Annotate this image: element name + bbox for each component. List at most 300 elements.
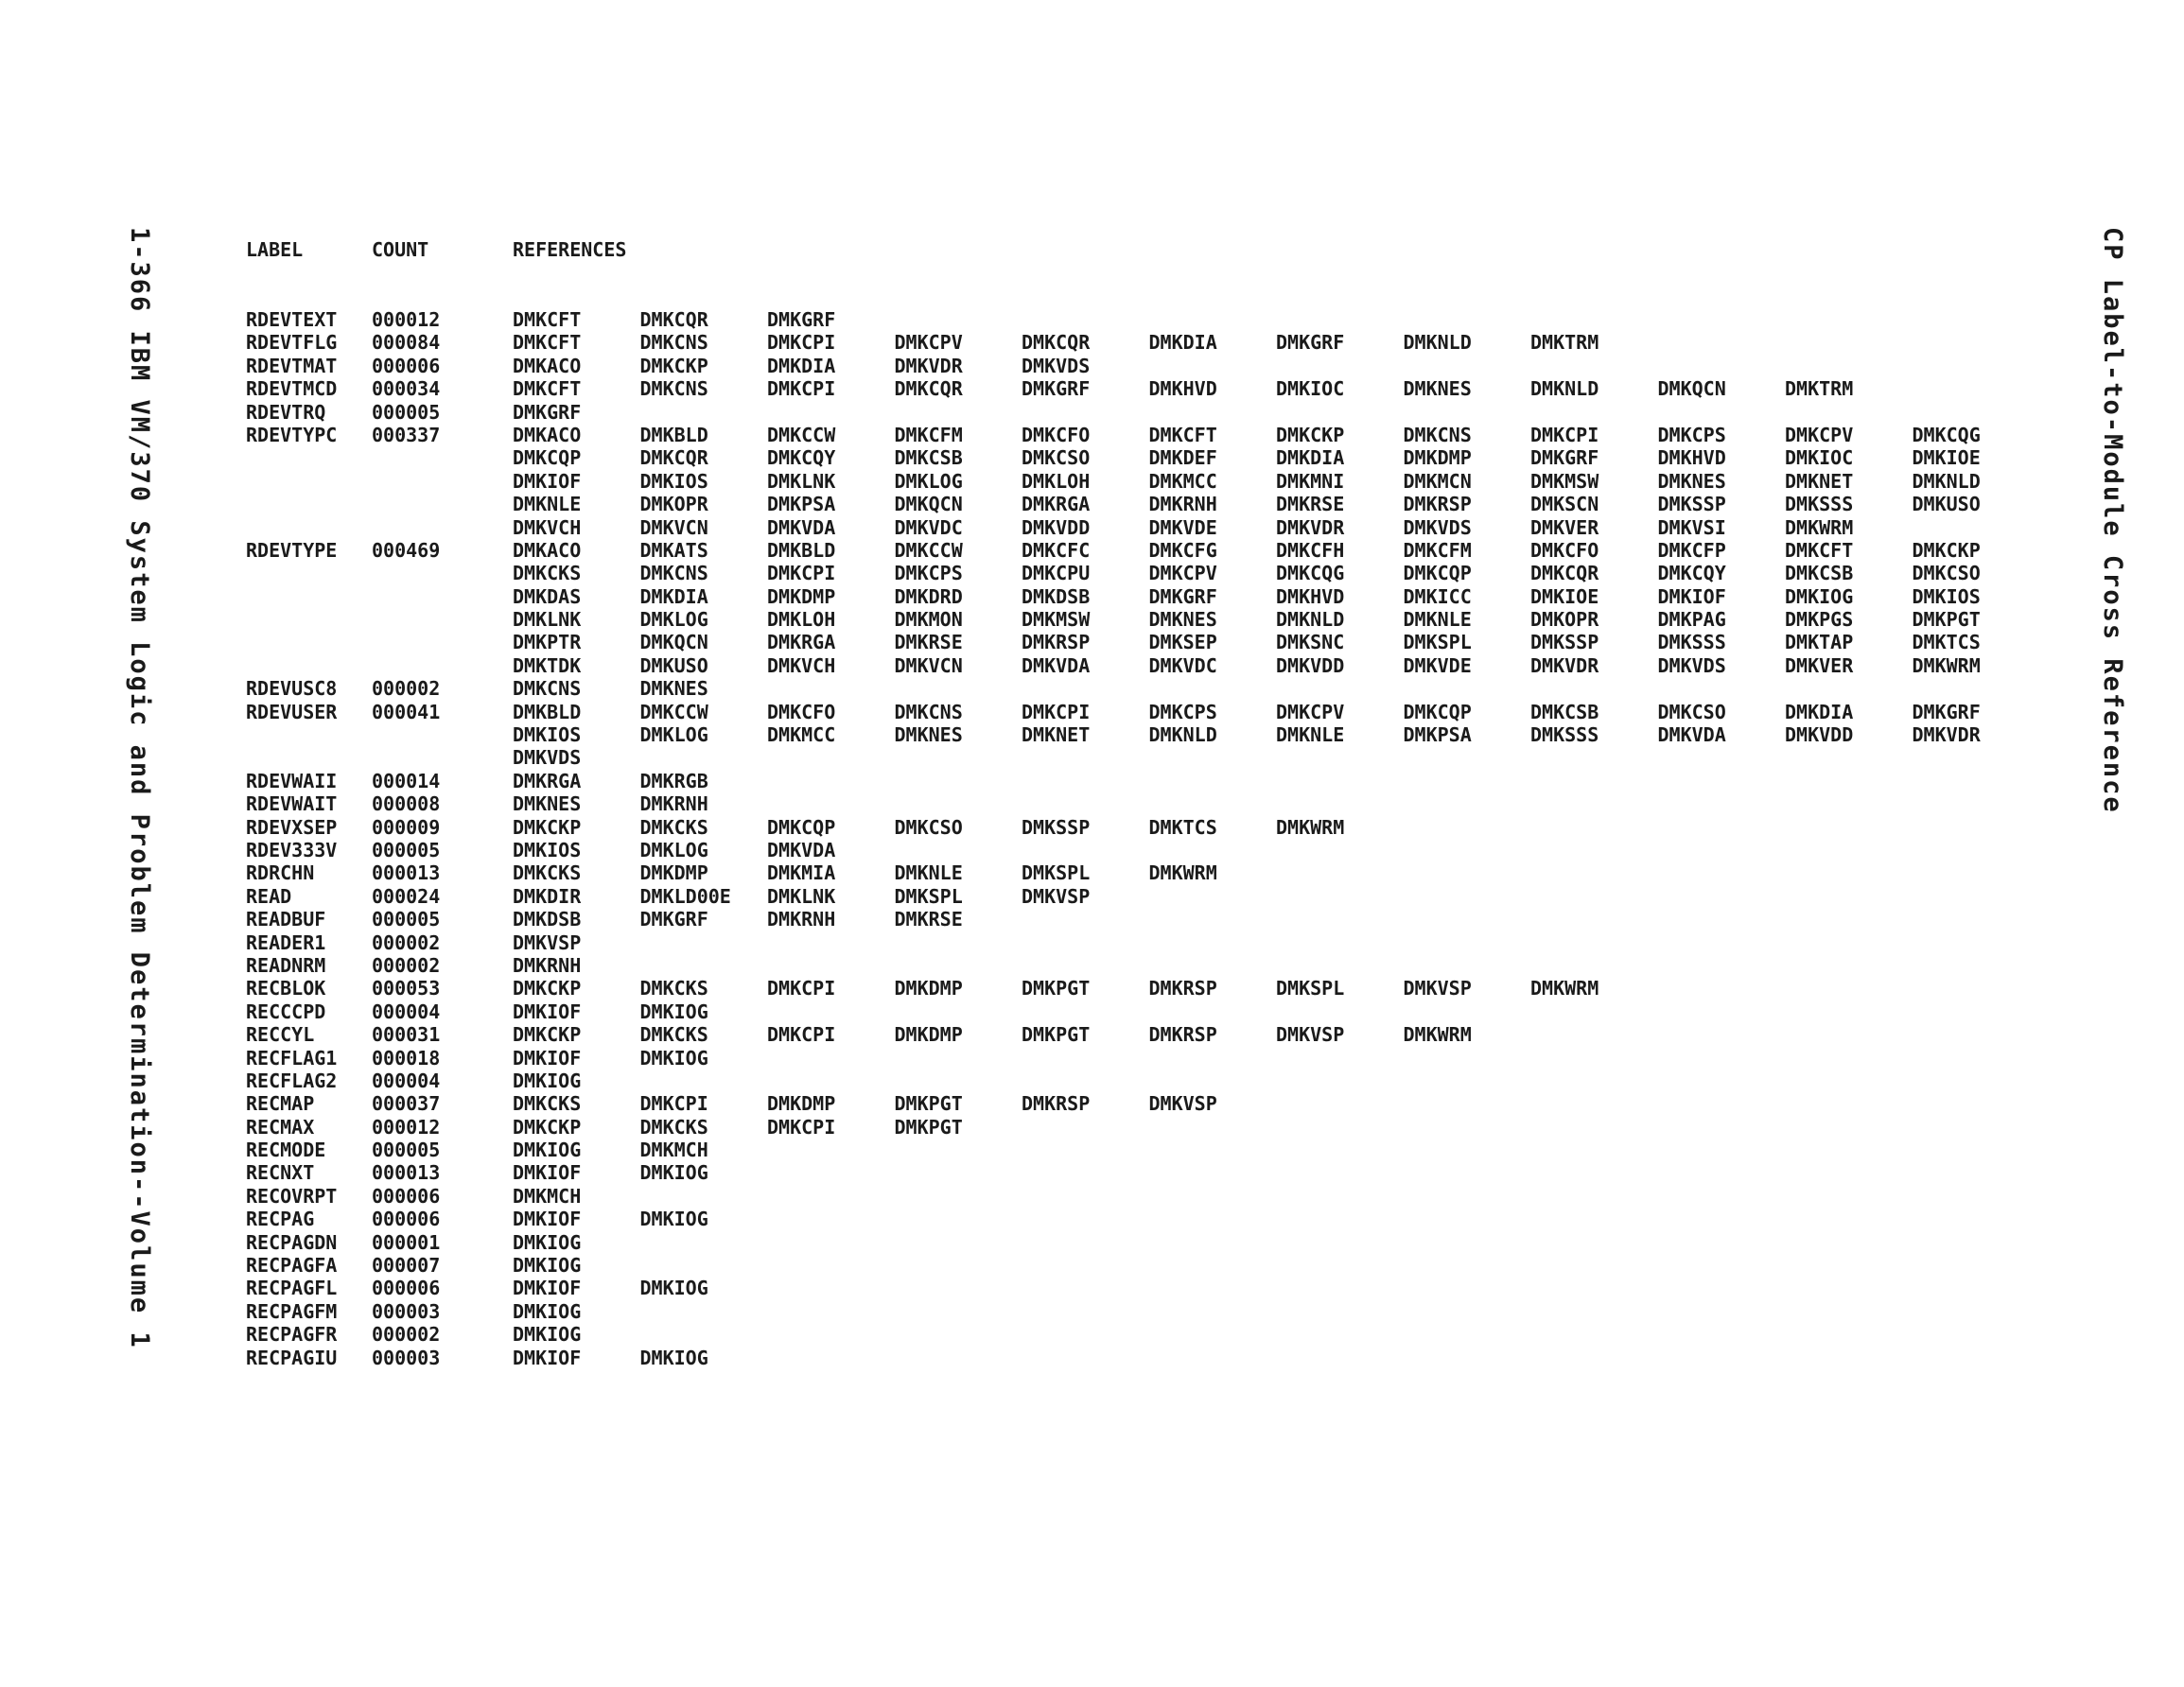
module-reference: DMKCCW [767,423,836,446]
row-label: RDEVTFLG [246,331,338,355]
row-label: RECBLOK [246,977,326,1000]
module-reference: DMKCPV [1276,700,1345,723]
row-count: 000024 [372,884,441,908]
module-reference: DMKVDD [1785,723,1854,747]
module-reference: DMKDMP [639,861,708,885]
module-reference: DMKUSO [1912,493,1981,516]
row-label: RDEVUSC8 [246,677,338,701]
module-reference: DMKCFT [1785,538,1854,562]
row-count: 000037 [372,1092,441,1116]
module-reference: DMKCKS [513,1092,582,1116]
module-reference: DMKCPI [767,562,836,585]
module-reference: DMKGRF [1530,446,1599,470]
module-reference: DMKCPI [767,977,836,1000]
module-reference: DMKCSO [1912,562,1981,585]
module-reference: DMKIOF [513,1000,582,1023]
module-reference: DMKVDR [894,354,963,377]
module-reference: DMKRNH [767,908,836,931]
module-reference: DMKBLD [767,538,836,562]
module-reference: DMKLNK [767,469,836,493]
module-reference: DMKVDE [1148,515,1217,539]
module-reference: DMKCCW [894,538,963,562]
module-reference: DMKMSW [1022,608,1091,632]
module-reference: DMKIOG [513,1323,582,1347]
module-reference: DMKVDD [1022,515,1091,539]
module-reference: DMKPGT [1912,608,1981,632]
row-label: RECOVRPT [246,1184,338,1208]
module-reference: DMKDEF [1148,446,1217,470]
module-reference: DMKDMP [767,584,836,608]
row-label: RECFLAG1 [246,1046,338,1070]
module-reference: DMKATS [639,538,708,562]
module-reference: DMKIOF [513,1161,582,1185]
row-label: RECNXT [246,1161,315,1185]
row-count: 000004 [372,1000,441,1023]
module-reference: DMKNES [639,677,708,701]
row-count: 000018 [372,1046,441,1070]
module-reference: DMKCFT [513,331,582,355]
module-reference: DMKCQR [1530,562,1599,585]
module-reference: DMKCKP [513,1115,582,1139]
module-reference: DMKCPI [767,377,836,401]
module-reference: DMKTRM [1785,377,1854,401]
row-label: RECPAGFL [246,1277,338,1300]
module-reference: DMKCPS [1657,423,1726,446]
module-reference: DMKTDK [513,653,582,677]
module-reference: DMKMIA [767,861,836,885]
module-reference: DMKSSS [1785,493,1854,516]
module-reference: DMKIOG [639,1000,708,1023]
row-count: 000003 [372,1299,441,1323]
module-reference: DMKQCN [1657,377,1726,401]
module-reference: DMKDMP [894,1023,963,1047]
row-label: RECPAGFM [246,1299,338,1323]
module-reference: DMKBLD [639,423,708,446]
module-reference: DMKRSE [894,631,963,654]
module-reference: DMKVDS [1657,653,1726,677]
module-reference: DMKCSB [894,446,963,470]
module-reference: DMKNES [1657,469,1726,493]
row-count: 000013 [372,861,441,885]
module-reference: DMKIOE [1530,584,1599,608]
module-reference: DMKCPI [767,331,836,355]
module-reference: DMKVSI [1657,515,1726,539]
module-reference: DMKIOC [1785,446,1854,470]
row-label: RDEVTMAT [246,354,338,377]
module-reference: DMKLNK [767,884,836,908]
module-reference: DMKRSP [1022,1092,1091,1116]
row-label: RECPAGFA [246,1254,338,1278]
module-reference: DMKIOG [1785,584,1854,608]
module-reference: DMKCQP [1403,562,1472,585]
module-reference: DMKRGB [639,769,708,792]
module-reference: DMKIOE [1912,446,1981,470]
module-reference: DMKCKS [639,1023,708,1047]
module-reference: DMKVDR [1530,653,1599,677]
module-reference: DMKNLD [1530,377,1599,401]
module-reference: DMKVCN [894,653,963,677]
module-reference: DMKDIA [767,354,836,377]
row-count: 000009 [372,815,441,839]
module-reference: DMKWRM [1912,653,1981,677]
module-reference: DMKPGT [1022,1023,1091,1047]
row-count: 000008 [372,792,441,816]
module-reference: DMKCFC [1022,538,1091,562]
module-reference: DMKIOG [513,1299,582,1323]
module-reference: DMKSPL [1403,631,1472,654]
row-label: RECMAP [246,1092,315,1116]
module-reference: DMKTAP [1785,631,1854,654]
module-reference: DMKDIA [1148,331,1217,355]
module-reference: DMKLOG [639,723,708,747]
module-reference: DMKGRF [1912,700,1981,723]
module-reference: DMKVCH [767,653,836,677]
module-reference: DMKCPU [1022,562,1091,585]
module-reference: DMKIOS [513,723,582,747]
module-reference: DMKDSB [1022,584,1091,608]
module-reference: DMKWRM [1785,515,1854,539]
row-count: 000002 [372,953,441,977]
module-reference: DMKLOG [639,838,708,861]
row-label: READBUF [246,908,326,931]
module-reference: DMKPSA [767,493,836,516]
module-reference: DMKNES [1148,608,1217,632]
module-reference: DMKSSP [1657,493,1726,516]
module-reference: DMKCFM [1403,538,1472,562]
label-column-header: LABEL [246,238,304,261]
module-reference: DMKCFO [767,700,836,723]
row-count: 000001 [372,1230,441,1254]
row-count: 000006 [372,1208,441,1231]
module-reference: DMKIOG [513,1069,582,1092]
module-reference: DMKNLD [1912,469,1981,493]
module-reference: DMKRNH [513,953,582,977]
module-reference: DMKSSS [1530,723,1599,747]
module-reference: DMKDIA [639,584,708,608]
module-reference: DMKWRM [1403,1023,1472,1047]
module-reference: DMKNET [1022,723,1091,747]
module-reference: DMKVDA [767,838,836,861]
module-reference: DMKVDS [1403,515,1472,539]
module-reference: DMKNES [513,792,582,816]
module-reference: DMKACO [513,538,582,562]
module-reference: DMKCNS [894,700,963,723]
module-reference: DMKPAG [1657,608,1726,632]
module-reference: DMKPSA [1403,723,1472,747]
module-reference: DMKOPR [639,493,708,516]
module-reference: DMKNLD [1148,723,1217,747]
module-reference: DMKNET [1785,469,1854,493]
module-reference: DMKGRF [767,308,836,331]
module-reference: DMKVSP [1148,1092,1217,1116]
module-reference: DMKCQG [1912,423,1981,446]
module-reference: DMKVDC [894,515,963,539]
module-reference: DMKCFT [513,377,582,401]
row-label: RDEVTYPE [246,538,338,562]
module-reference: DMKCPI [767,1115,836,1139]
module-reference: DMKCKS [639,977,708,1000]
module-reference: DMKQCN [894,493,963,516]
module-reference: DMKCFO [1530,538,1599,562]
row-label: RECPAGFR [246,1323,338,1347]
module-reference: DMKLNK [513,608,582,632]
row-label: RDEVWAIT [246,792,338,816]
module-reference: DMKTCS [1912,631,1981,654]
module-reference: DMKCKP [513,815,582,839]
module-reference: DMKQCN [639,631,708,654]
module-reference: DMKCQY [1657,562,1726,585]
module-reference: DMKVDA [1022,653,1091,677]
module-reference: DMKCQR [639,446,708,470]
module-reference: DMKVDS [1022,354,1091,377]
row-label: RECPAGIU [246,1346,338,1369]
module-reference: DMKCKP [513,1023,582,1047]
module-reference: DMKNLE [894,861,963,885]
module-reference: DMKCPS [1148,700,1217,723]
row-count: 000003 [372,1346,441,1369]
module-reference: DMKRGA [767,631,836,654]
right-margin-title: CP Label-to-Module Cross Reference [2098,227,2127,814]
module-reference: DMKSCN [1530,493,1599,516]
module-reference: DMKIOG [639,1208,708,1231]
module-reference: DMKMCN [1403,469,1472,493]
module-reference: DMKCKP [513,977,582,1000]
module-reference: DMKCQR [1022,331,1091,355]
module-reference: DMKVDA [767,515,836,539]
references-column-header: REFERENCES [513,238,627,261]
module-reference: DMKOPR [1530,608,1599,632]
module-reference: DMKCKP [639,354,708,377]
module-reference: DMKCQP [513,446,582,470]
module-reference: DMKDMP [767,1092,836,1116]
row-count: 000004 [372,1069,441,1092]
module-reference: DMKMCH [513,1184,582,1208]
module-reference: DMKIOF [513,1346,582,1369]
module-reference: DMKCNS [639,377,708,401]
module-reference: DMKDIA [1785,700,1854,723]
row-label: RDEVTRQ [246,400,326,424]
module-reference: DMKLOG [639,608,708,632]
module-reference: DMKCFG [1148,538,1217,562]
row-label: RDEVTYPC [246,423,338,446]
row-label: RECCCPD [246,1000,326,1023]
row-count: 000005 [372,908,441,931]
module-reference: DMKRGA [1022,493,1091,516]
module-reference: DMKCPV [1785,423,1854,446]
module-reference: DMKCKP [1912,538,1981,562]
module-reference: DMKCKS [513,562,582,585]
row-label: RECCYL [246,1023,315,1047]
row-count: 000053 [372,977,441,1000]
module-reference: DMKUSO [639,653,708,677]
module-reference: DMKSSS [1657,631,1726,654]
module-reference: DMKVDA [1657,723,1726,747]
row-count: 000034 [372,377,441,401]
module-reference: DMKCSB [1785,562,1854,585]
module-reference: DMKRNH [1148,493,1217,516]
module-reference: DMKSNC [1276,631,1345,654]
module-reference: DMKCPV [894,331,963,355]
row-count: 000002 [372,930,441,954]
module-reference: DMKIOF [1657,584,1726,608]
module-reference: DMKIOG [639,1046,708,1070]
module-reference: DMKIOS [513,838,582,861]
row-count: 000012 [372,308,441,331]
module-reference: DMKCQY [767,446,836,470]
module-reference: DMKMCC [1148,469,1217,493]
row-count: 000012 [372,1115,441,1139]
module-reference: DMKCFH [1276,538,1345,562]
module-reference: DMKTRM [1530,331,1599,355]
module-reference: DMKVSP [1276,1023,1345,1047]
module-reference: DMKSSP [1530,631,1599,654]
module-reference: DMKNLD [1403,331,1472,355]
module-reference: DMKMNI [1276,469,1345,493]
module-reference: DMKVSP [1022,884,1091,908]
row-count: 000002 [372,677,441,701]
module-reference: DMKNLE [513,493,582,516]
row-count: 000002 [372,1323,441,1347]
module-reference: DMKDAS [513,584,582,608]
module-reference: DMKHVD [1148,377,1217,401]
module-reference: DMKLOH [767,608,836,632]
module-reference: DMKSSP [1022,815,1091,839]
module-reference: DMKSEP [1148,631,1217,654]
row-label: RDEVTMCD [246,377,338,401]
row-count: 000031 [372,1023,441,1047]
module-reference: DMKGRF [639,908,708,931]
module-reference: DMKCPI [767,1023,836,1047]
module-reference: DMKVDD [1276,653,1345,677]
row-label: RDEVTEXT [246,308,338,331]
module-reference: DMKTCS [1148,815,1217,839]
module-reference: DMKNES [894,723,963,747]
row-label: RECMODE [246,1139,326,1162]
row-count: 000005 [372,838,441,861]
module-reference: DMKPGT [894,1115,963,1139]
row-count: 000006 [372,354,441,377]
row-count: 000005 [372,400,441,424]
module-reference: DMKWRM [1530,977,1599,1000]
module-reference: DMKVER [1530,515,1599,539]
module-reference: DMKIOG [639,1346,708,1369]
left-margin-title: 1-366 IBM VM/370 System Logic and Problem Determination--Volume 1 [125,227,154,1349]
module-reference: DMKIOG [639,1277,708,1300]
module-reference: DMKCSO [1657,700,1726,723]
row-count: 000005 [372,1139,441,1162]
module-reference: DMKVSP [513,930,582,954]
row-count: 000006 [372,1277,441,1300]
module-reference: DMKIOF [513,1277,582,1300]
module-reference: DMKCNS [639,331,708,355]
module-reference: DMKPGT [1022,977,1091,1000]
module-reference: DMKRSE [894,908,963,931]
row-label: RECMAX [246,1115,315,1139]
module-reference: DMKPGS [1785,608,1854,632]
module-reference: DMKCSO [894,815,963,839]
module-reference: DMKGRF [1276,331,1345,355]
module-reference: DMKICC [1403,584,1472,608]
module-reference: DMKCQG [1276,562,1345,585]
module-reference: DMKVCN [639,515,708,539]
module-reference: DMKIOS [639,469,708,493]
module-reference: DMKCFO [1022,423,1091,446]
module-reference: DMKLD00E [639,884,731,908]
module-reference: DMKCPI [1530,423,1599,446]
module-reference: DMKDSB [513,908,582,931]
module-reference: DMKCQP [1403,700,1472,723]
module-reference: DMKGRF [513,400,582,424]
row-count: 000013 [372,1161,441,1185]
module-reference: DMKCFM [894,423,963,446]
module-reference: DMKCKS [639,815,708,839]
module-reference: DMKCSO [1022,446,1091,470]
module-reference: DMKLOG [894,469,963,493]
module-reference: DMKMCH [639,1139,708,1162]
module-reference: DMKNLE [1276,723,1345,747]
row-count: 000469 [372,538,441,562]
module-reference: DMKRSP [1403,493,1472,516]
module-reference: DMKCFP [1657,538,1726,562]
module-reference: DMKNLD [1276,608,1345,632]
module-reference: DMKIOG [513,1230,582,1254]
module-reference: DMKWRM [1148,861,1217,885]
module-reference: DMKCKS [513,861,582,885]
module-reference: DMKDMP [1403,446,1472,470]
module-reference: DMKDIA [1276,446,1345,470]
module-reference: DMKVDC [1148,653,1217,677]
module-reference: DMKVDR [1276,515,1345,539]
row-count: 000337 [372,423,441,446]
module-reference: DMKVDR [1912,723,1981,747]
module-reference: DMKLOH [1022,469,1091,493]
module-reference: DMKCQP [767,815,836,839]
row-label: RDEVWAII [246,769,338,792]
row-count: 000084 [372,331,441,355]
module-reference: DMKIOC [1276,377,1345,401]
module-reference: DMKMCC [767,723,836,747]
module-reference: DMKCCW [639,700,708,723]
module-reference: DMKRSP [1022,631,1091,654]
module-reference: DMKRNH [639,792,708,816]
module-reference: DMKVDE [1403,653,1472,677]
module-reference: DMKIOS [1912,584,1981,608]
module-reference: DMKIOG [639,1161,708,1185]
module-reference: DMKGRF [1022,377,1091,401]
module-reference: DMKIOG [513,1254,582,1278]
row-label: RECFLAG2 [246,1069,338,1092]
module-reference: DMKCKS [639,1115,708,1139]
module-reference: DMKPTR [513,631,582,654]
module-reference: DMKCNS [639,562,708,585]
row-label: READNRM [246,953,326,977]
module-reference: DMKSPL [1022,861,1091,885]
module-reference: DMKRSP [1148,1023,1217,1047]
module-reference: DMKCPI [1022,700,1091,723]
module-reference: DMKCKP [1276,423,1345,446]
row-label: RDEVXSEP [246,815,338,839]
module-reference: DMKDRD [894,584,963,608]
module-reference: DMKGRF [1148,584,1217,608]
row-label: READ [246,884,292,908]
row-label: READER1 [246,930,326,954]
module-reference: DMKCFT [513,308,582,331]
row-label: RECPAGDN [246,1230,338,1254]
module-reference: DMKIOF [513,469,582,493]
row-label: RDEV333V [246,838,338,861]
module-reference: DMKSPL [1276,977,1345,1000]
module-reference: DMKACO [513,423,582,446]
